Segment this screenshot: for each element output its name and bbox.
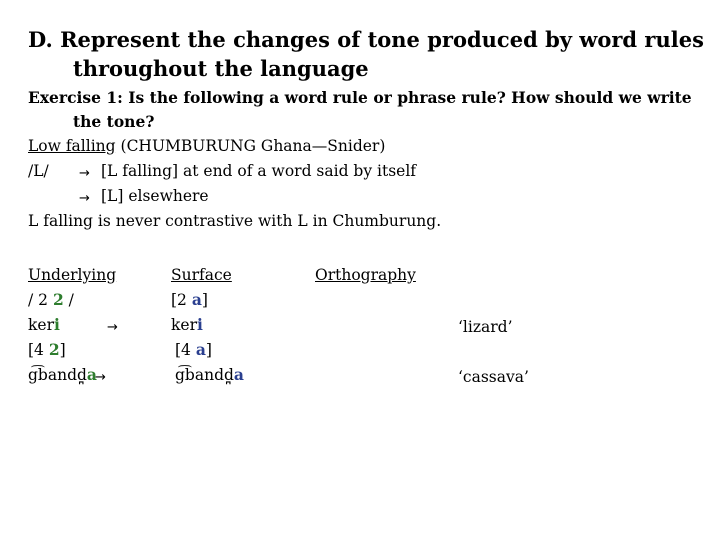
section-heading-title: Low falling [28,137,116,155]
row-3-underlying [28,338,66,362]
rule-1-rhs: [L falling] at end of a word said by itself [101,162,417,180]
rule-2-rhs: [L] elsewhere [101,187,209,205]
rule-1-lhs: /L/ [28,162,49,180]
row-4-underlying-pre: g͡bandd̪ [28,366,87,384]
row-1-underlying-pre: / 2 [28,291,53,309]
section-heading [28,134,385,158]
rule-2-arrow-icon: → [79,191,90,206]
row-2-underlying [28,313,60,337]
row-1-surface [171,288,208,312]
row-3-underlying-tone: 2 [48,340,60,359]
column-header-orthography: Orthography [315,266,416,284]
row-1-surface-post: ] [201,291,208,309]
row-1-surface-tone: a [191,290,202,309]
rule-1-arrow-icon: → [79,166,90,181]
row-3-underlying-post: ] [59,341,66,359]
exercise-question-line-1: Exercise 1: Is the following a word rule or phrase rule? How should we write [28,88,692,107]
row-4-arrow-icon: → [95,370,106,385]
row-2-surface [171,313,203,337]
slide-title-line-1: D. Represent the changes of tone produced by word rules [28,27,704,52]
contrast-note: L falling is never contrastive with L in Chumburung. [28,212,442,230]
row-4-gloss: ‘cassava’ [458,368,529,386]
row-4-surface-pre: g͡bandd̪ [175,366,234,384]
row-1-underlying-tone: 2 [52,290,64,309]
row-4-underlying-vowel: a [86,365,97,384]
column-header-underlying: Underlying [28,266,117,284]
row-3-surface-pre: [4 [175,341,196,359]
row-1-underlying-post: / [63,291,74,309]
row-3-underlying-pre: [4 [28,341,49,359]
row-2-underlying-pre: ker [28,316,54,334]
column-header-surface: Surface [171,266,232,284]
row-2-gloss: ‘lizard’ [458,318,513,336]
row-3-surface-tone: a [195,340,206,359]
row-3-surface [175,338,212,362]
row-3-surface-post: ] [205,341,212,359]
row-1-underlying [28,288,74,312]
row-4-surface [175,363,244,387]
row-2-surface-pre: ker [171,316,197,334]
slide-title-line-2: throughout the language [73,56,369,81]
row-2-arrow-icon: → [107,320,118,335]
row-2-surface-vowel: i [196,315,203,334]
row-2-underlying-vowel: i [53,315,60,334]
row-4-underlying [28,363,97,387]
exercise-question-line-2: the tone? [73,112,155,131]
section-heading-source: (CHUMBURUNG Ghana—Snider) [120,137,386,155]
row-1-surface-pre: [2 [171,291,192,309]
row-4-surface-vowel: a [233,365,244,384]
